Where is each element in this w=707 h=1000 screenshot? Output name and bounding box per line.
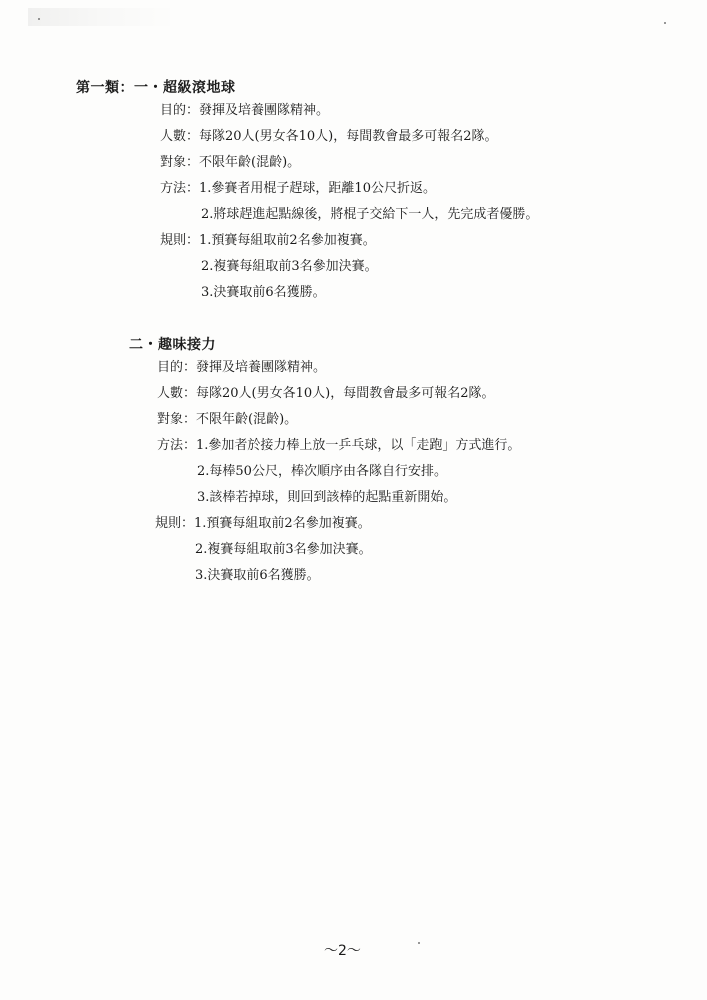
scan-speck (664, 22, 666, 24)
section-2-people (157, 386, 495, 402)
scan-smudge (28, 8, 178, 26)
section-1-title: 第一類：一・超級滾地球 (76, 80, 236, 96)
section-2-method-1 (157, 438, 520, 454)
page-number: ～2～ (324, 943, 361, 959)
target-text: 不限年齡(混齡)。 (196, 412, 298, 427)
purpose-label: 目的： (160, 103, 200, 118)
section-1-people (160, 129, 498, 145)
target-label: 對象： (160, 155, 200, 170)
method-text: 1.參加者於接力棒上放一乒乓球，以「走跑」方式進行。 (196, 438, 521, 453)
people-text: 每隊20人(男女各10人)，每間教會最多可報名2隊。 (199, 129, 498, 144)
method-label: 方法： (157, 438, 197, 453)
scan-speck (418, 942, 420, 944)
section-2-target (157, 412, 297, 428)
target-label: 對象： (157, 412, 197, 427)
people-text: 每隊20人(男女各10人)，每間教會最多可報名2隊。 (196, 386, 495, 401)
section-1-rule-2: 2.複賽每組取前3名參加決賽。 (201, 259, 378, 274)
method-text: 1.參賽者用棍子趕球，距離10公尺折返。 (199, 181, 436, 196)
rule-text: 1.預賽每組取前2名參加複賽。 (194, 516, 371, 531)
section-1-rule-3: 3.決賽取前6名獲勝。 (201, 285, 326, 300)
rules-label: 規則： (160, 233, 200, 248)
people-label: 人數： (160, 129, 200, 144)
section-2-rule-3: 3.決賽取前6名獲勝。 (195, 568, 320, 583)
section-1-method-1 (160, 181, 436, 197)
section-2-method-2: 2.每棒50公尺，棒次順序由各隊自行安排。 (197, 464, 447, 479)
section-1-rule-1 (160, 233, 376, 249)
purpose-label: 目的： (157, 360, 197, 375)
section-2-rule-1 (155, 516, 371, 532)
scan-speck (38, 18, 40, 20)
target-text: 不限年齡(混齡)。 (199, 155, 301, 170)
people-label: 人數： (157, 386, 197, 401)
section-1-method-2: 2.將球趕進起點線後，將棍子交給下一人，先完成者優勝。 (201, 207, 539, 222)
purpose-text: 發揮及培養團隊精神。 (199, 103, 330, 118)
rules-label: 規則： (155, 516, 195, 531)
section-1-target (160, 155, 300, 171)
section-2-method-3: 3.該棒若掉球，則回到該棒的起點重新開始。 (197, 490, 457, 505)
section-2-purpose (157, 360, 326, 376)
rule-text: 1.預賽每組取前2名參加複賽。 (199, 233, 376, 248)
method-label: 方法： (160, 181, 200, 196)
section-1-purpose (160, 103, 329, 119)
section-2-rule-2: 2.複賽每組取前3名參加決賽。 (195, 542, 372, 557)
purpose-text: 發揮及培養團隊精神。 (196, 360, 327, 375)
section-2-title: 二・趣味接力 (129, 337, 216, 353)
